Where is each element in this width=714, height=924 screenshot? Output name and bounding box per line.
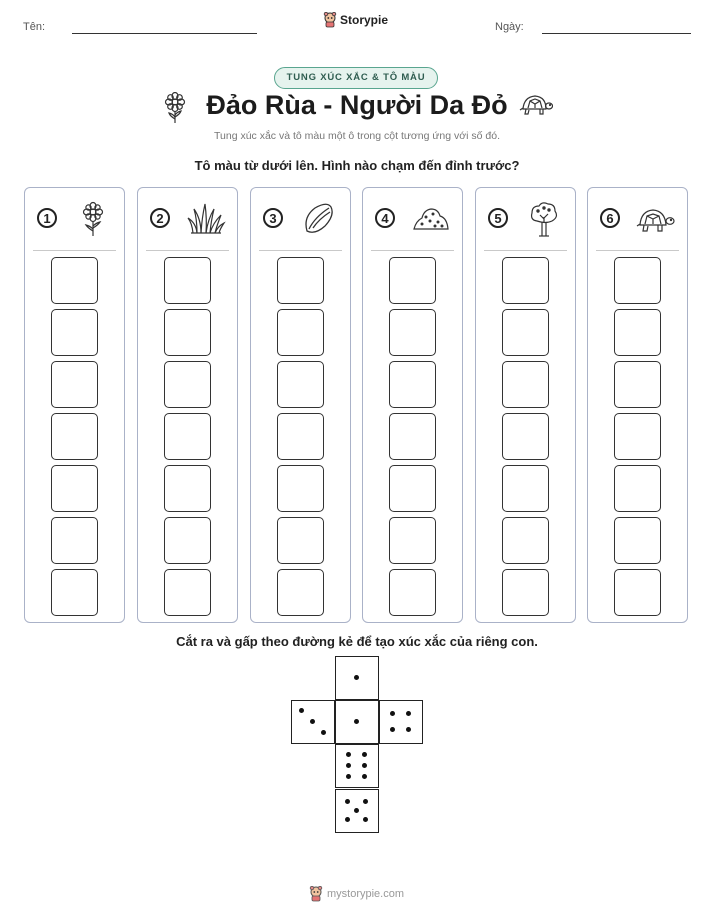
footer	[309, 886, 404, 902]
die-pip	[321, 730, 326, 735]
die-face	[335, 656, 379, 700]
color-cell[interactable]	[51, 465, 98, 512]
turtle-icon	[636, 201, 676, 237]
column-divider	[33, 250, 116, 251]
flower-icon	[73, 201, 113, 237]
color-cell[interactable]	[389, 361, 436, 408]
brand-logo	[323, 12, 388, 28]
column-number: 6	[600, 208, 620, 228]
die-pip	[362, 763, 367, 768]
column-number: 1	[37, 208, 57, 228]
color-cell[interactable]	[164, 413, 211, 460]
column-1	[24, 187, 125, 623]
column-number: 5	[488, 208, 508, 228]
color-cell[interactable]	[51, 257, 98, 304]
color-cell[interactable]	[502, 257, 549, 304]
die-pip	[346, 774, 351, 779]
color-cell[interactable]	[614, 569, 661, 616]
color-cell[interactable]	[389, 569, 436, 616]
die-pip	[354, 675, 359, 680]
column-divider	[484, 250, 567, 251]
color-cell[interactable]	[51, 569, 98, 616]
color-cell[interactable]	[502, 361, 549, 408]
column-number: 2	[150, 208, 170, 228]
die-pip	[345, 817, 350, 822]
color-cell[interactable]	[277, 413, 324, 460]
activity-tag: TUNG XÚC XẮC & TÔ MÀU	[274, 67, 438, 89]
die-pip	[406, 711, 411, 716]
color-cell[interactable]	[277, 257, 324, 304]
color-cell[interactable]	[614, 465, 661, 512]
instruction-coloring: Tô màu từ dưới lên. Hình nào chạm đến đỉnh trước?	[194, 158, 520, 173]
color-cell[interactable]	[51, 413, 98, 460]
color-cell[interactable]	[277, 569, 324, 616]
color-cell[interactable]	[389, 465, 436, 512]
footer-url: mystorypie.com	[327, 888, 405, 900]
column-divider	[596, 250, 679, 251]
color-cell[interactable]	[277, 361, 324, 408]
color-cell[interactable]	[389, 517, 436, 564]
color-cell[interactable]	[164, 361, 211, 408]
color-cell[interactable]	[164, 465, 211, 512]
die-pip	[390, 711, 395, 716]
die-pip	[362, 774, 367, 779]
name-label: Tên:	[23, 21, 46, 33]
tree-icon	[524, 201, 564, 237]
die-pip	[354, 808, 359, 813]
grass-icon	[186, 201, 226, 237]
column-divider	[371, 250, 454, 251]
color-cell[interactable]	[51, 309, 98, 356]
rock-pile-icon	[411, 201, 451, 237]
column-divider	[146, 250, 229, 251]
storypie-mascot-icon	[309, 886, 323, 902]
column-number: 4	[375, 208, 395, 228]
die-face	[291, 700, 335, 744]
column-4	[362, 187, 463, 623]
color-cell[interactable]	[164, 569, 211, 616]
page-title: Đảo Rùa - Người Da Đỏ	[206, 90, 508, 120]
color-cell[interactable]	[277, 309, 324, 356]
die-pip	[390, 727, 395, 732]
die-face	[335, 744, 379, 788]
color-cell[interactable]	[277, 517, 324, 564]
column-2	[137, 187, 238, 623]
color-cell[interactable]	[164, 257, 211, 304]
die-face	[379, 700, 423, 744]
instruction-cutout: Cắt ra và gấp theo đường kẻ để tạo xúc xắc của riêng con.	[176, 634, 538, 649]
subtitle: Tung xúc xắc và tô màu một ô trong cột tương ứng với số đó.	[214, 130, 500, 142]
turtle-icon	[519, 92, 553, 118]
color-cell[interactable]	[164, 517, 211, 564]
die-pip	[346, 752, 351, 757]
die-pip	[363, 817, 368, 822]
color-cell[interactable]	[277, 465, 324, 512]
column-number: 3	[263, 208, 283, 228]
color-cell[interactable]	[614, 361, 661, 408]
column-divider	[259, 250, 342, 251]
column-6	[587, 187, 688, 623]
brand-name: Storypie	[340, 13, 389, 27]
die-pip	[362, 752, 367, 757]
column-3	[250, 187, 351, 623]
die-pip	[299, 708, 304, 713]
date-label: Ngày:	[495, 21, 524, 33]
die-pip	[354, 719, 359, 724]
date-line	[542, 33, 691, 34]
color-cell[interactable]	[502, 465, 549, 512]
die-pip	[310, 719, 315, 724]
die-pip	[363, 799, 368, 804]
color-cell[interactable]	[389, 413, 436, 460]
die-pip	[406, 727, 411, 732]
die-face	[335, 789, 379, 833]
color-cell[interactable]	[389, 309, 436, 356]
color-cell[interactable]	[614, 257, 661, 304]
name-line	[72, 33, 257, 34]
color-cell[interactable]	[614, 517, 661, 564]
color-cell[interactable]	[51, 361, 98, 408]
color-cell[interactable]	[389, 257, 436, 304]
color-cell[interactable]	[164, 309, 211, 356]
storypie-mascot-icon	[323, 12, 337, 28]
die-pip	[346, 763, 351, 768]
color-cell[interactable]	[614, 413, 661, 460]
color-cell[interactable]	[614, 309, 661, 356]
die-pip	[345, 799, 350, 804]
color-cell[interactable]	[51, 517, 98, 564]
color-cell[interactable]	[502, 309, 549, 356]
column-5	[475, 187, 576, 623]
color-cell[interactable]	[502, 413, 549, 460]
color-cell[interactable]	[502, 517, 549, 564]
die-face	[335, 700, 379, 744]
color-cell[interactable]	[502, 569, 549, 616]
seed-icon	[299, 201, 339, 237]
